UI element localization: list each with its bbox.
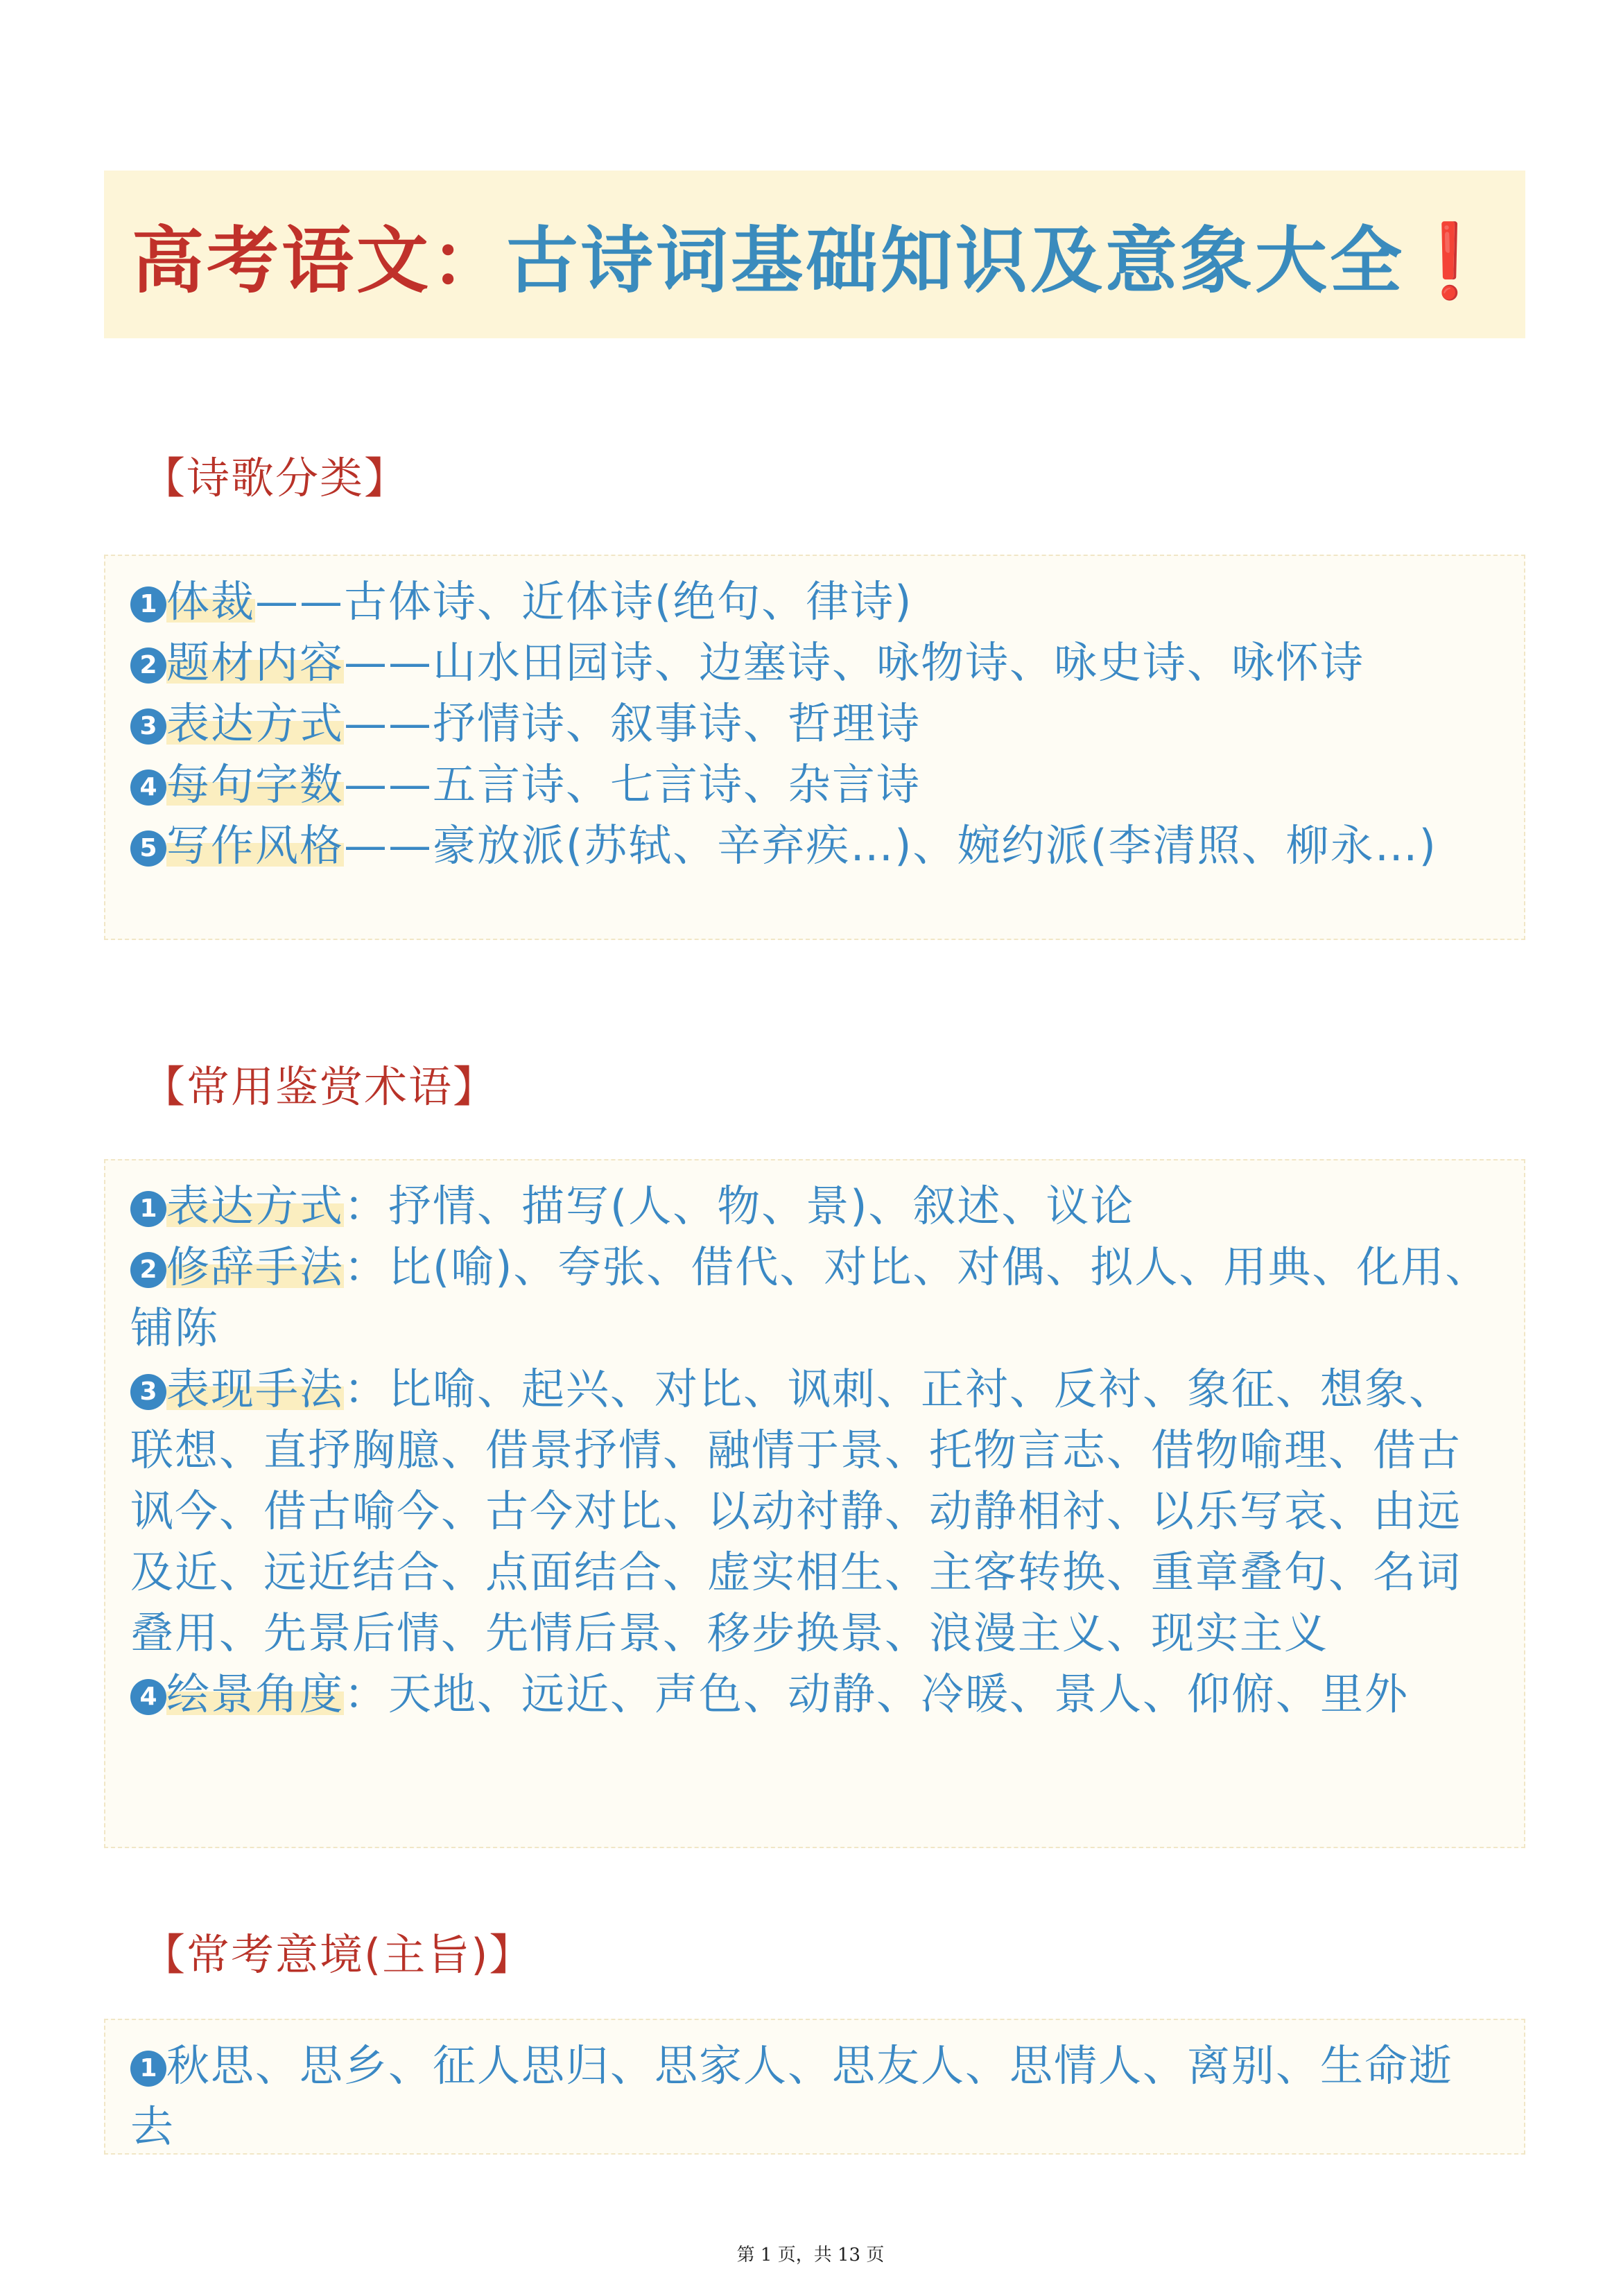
item-label: 每句字数 [166, 759, 345, 810]
item-text: ——山水田园诗、边塞诗、咏物诗、咏史诗、咏怀诗 [344, 637, 1365, 688]
section-box-poetry-classification [104, 555, 1525, 940]
item-text: 秋思、思乡、征人思归、思家人、思友人、思情人、离别、生命逝去 [130, 2040, 1454, 2152]
item-text: ：抒情、描写(人、物、景)、叙述、议论 [344, 1181, 1135, 1231]
title-part1: 高考语文： [132, 218, 507, 303]
number-badge: 1 [130, 1191, 166, 1227]
item-label: 表达方式 [166, 1181, 345, 1231]
section-heading-common-moods: 【常考意境(主旨)】 [142, 1929, 534, 1980]
list-item [130, 693, 1496, 754]
section-heading-poetry-classification: 【诗歌分类】 [142, 453, 409, 503]
number-badge: 3 [130, 708, 166, 745]
item-text: ——古体诗、近体诗(绝句、律诗) [255, 576, 913, 627]
list-item [130, 754, 1496, 815]
list-item [130, 632, 1496, 693]
section-box-appreciation-terms [104, 1159, 1525, 1848]
title-banner [104, 171, 1525, 338]
item-label: 表达方式 [166, 698, 345, 749]
list-item [130, 2035, 1496, 2157]
number-badge: 4 [130, 1679, 166, 1715]
number-badge: 3 [130, 1374, 166, 1410]
number-badge: 1 [130, 2051, 166, 2087]
item-label: 体裁 [166, 576, 256, 627]
list-item [130, 571, 1496, 632]
title-part2: 古诗词基础知识及意象大全 [506, 218, 1405, 303]
item-label: 表现手法 [166, 1364, 345, 1414]
list-item [130, 1359, 1496, 1664]
item-label: 绘景角度 [166, 1669, 345, 1719]
item-label: 题材内容 [166, 637, 345, 688]
number-badge: 1 [130, 586, 166, 623]
list-item [130, 1664, 1496, 1725]
item-text: ：天地、远近、声色、动静、冷暖、景人、仰俯、里外 [344, 1669, 1410, 1719]
item-text: ：比喻、起兴、对比、讽刺、正衬、反衬、象征、想象、联想、直抒胸臆、借景抒情、融情于景、托物言志、借物喻理、借古讽今、借古喻今、古今对比、以动衬静、动静相衬、以乐写哀、由远及近、远近结合、点面结合、虚实相生、主客转换、重章叠句、名词叠用、先景后情、先情后景、移步换景、浪漫主义、现实主义 [130, 1364, 1462, 1658]
item-text: ：比(喻)、夸张、借代、对比、对偶、拟人、用典、化用、铺陈 [130, 1242, 1490, 1353]
page-title [132, 202, 1498, 306]
list-item [130, 815, 1496, 876]
item-label: 修辞手法 [166, 1242, 345, 1292]
exclamation-icon: ❗ [1405, 218, 1498, 303]
number-badge: 5 [130, 830, 166, 867]
item-text: ——豪放派(苏轼、辛弃疾…)、婉约派(李清照、柳永…) [344, 820, 1437, 871]
number-badge: 2 [130, 1252, 166, 1288]
list-item [130, 1176, 1496, 1237]
number-badge: 4 [130, 769, 166, 806]
number-badge: 2 [130, 647, 166, 684]
list-item [130, 1237, 1496, 1359]
item-label: 写作风格 [166, 820, 345, 871]
section-box-common-moods [104, 2019, 1525, 2155]
item-text: ——五言诗、七言诗、杂言诗 [344, 759, 921, 810]
page-footer: 第 1 页，共 13 页 [736, 2245, 885, 2265]
item-text: ——抒情诗、叙事诗、哲理诗 [344, 698, 921, 749]
section-heading-appreciation-terms: 【常用鉴赏术语】 [142, 1061, 498, 1112]
